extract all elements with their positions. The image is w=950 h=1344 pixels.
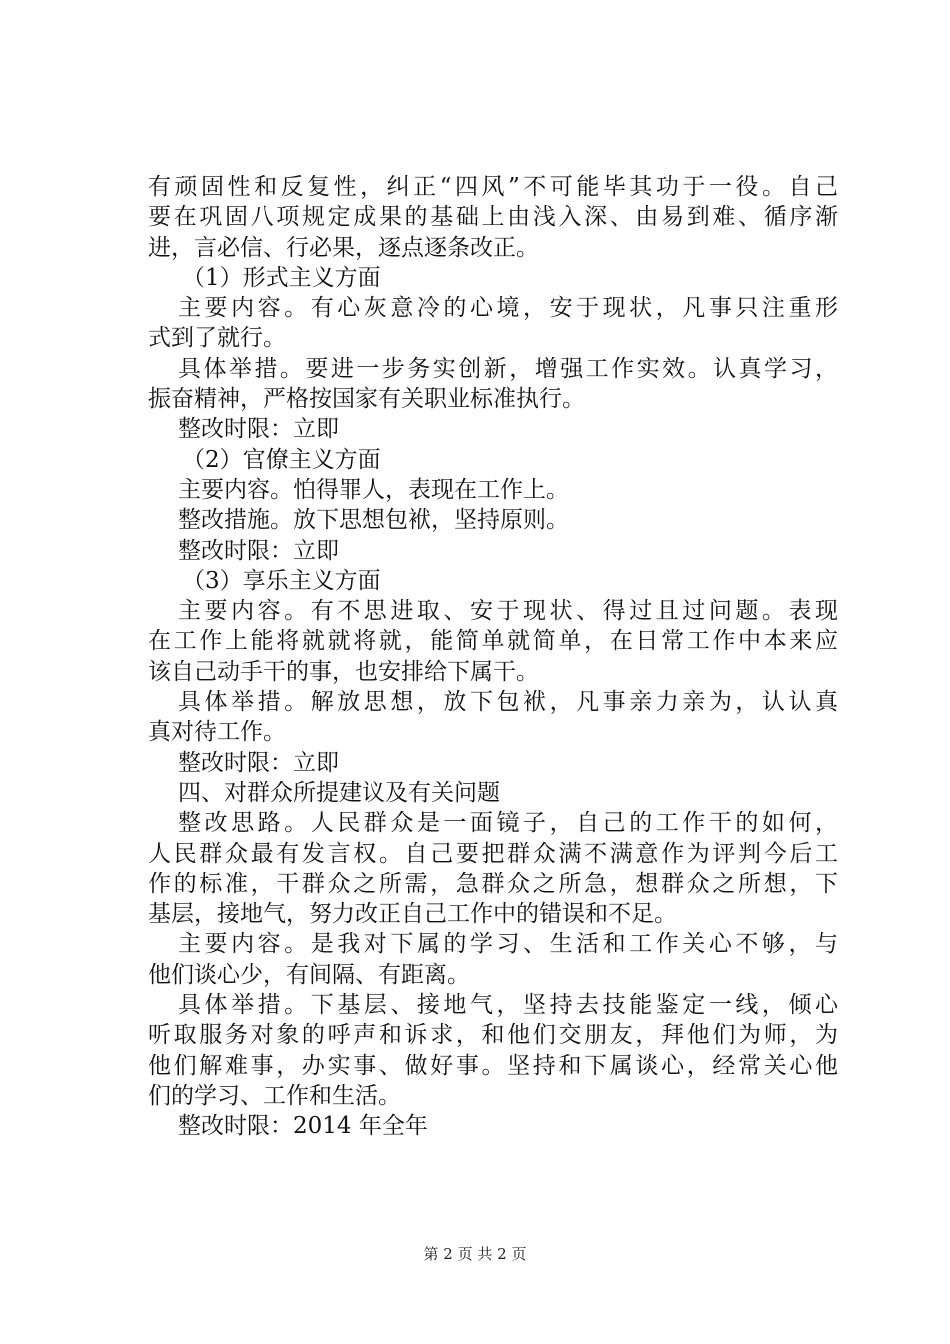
- text-line: 们的学习、工作和生活。: [148, 1082, 401, 1109]
- text-line: 主要内容。是我对下属的学习、生活和工作关心不够，与: [178, 931, 838, 958]
- section-heading: （2）官僚主义方面: [182, 446, 381, 473]
- text-line: 有顽固性和反复性，纠正“四风”不可能毕其功于一役。自己: [148, 174, 838, 200]
- text-line: 整改时限：立即: [178, 749, 339, 776]
- text-line: 式到了就行。: [148, 325, 286, 352]
- text-line: 听取服务对象的呼声和诉求，和他们交朋友，拜他们为师，为: [148, 1022, 838, 1049]
- text-line: 他们谈心少，有间隔、有距离。: [148, 961, 470, 988]
- text-line: 进，言必信、行必果，逐点逐条改正。: [148, 234, 539, 261]
- text-line: 人民群众最有发言权。自己要把群众满不满意作为评判今后工: [148, 840, 838, 867]
- document-body: [148, 172, 838, 1142]
- text-line: 主要内容。有心灰意冷的心境，安于现状，凡事只注重形: [178, 295, 838, 322]
- text-line: 整改时限：立即: [178, 416, 339, 443]
- text-line: 具体举措。解放思想，放下包袱，凡事亲力亲为，认认真: [178, 689, 838, 716]
- text-line: 整改时限：立即: [178, 537, 339, 564]
- page-number-footer: 第 2 页 共 2 页: [423, 1245, 527, 1263]
- text-line: 真对待工作。: [148, 719, 286, 746]
- section-heading: 四、对群众所提建议及有关问题: [178, 779, 500, 806]
- text-line: 振奋精神，严格按国家有关职业标准执行。: [148, 386, 585, 413]
- text-line: 该自己动手干的事，也安排给下属干。: [148, 658, 539, 685]
- text-line: 作的标准，干群众之所需，急群众之所急，想群众之所想，下: [148, 870, 838, 897]
- text-line: 主要内容。怕得罪人，表现在工作上。: [178, 476, 569, 503]
- text-line: 他们解难事，办实事、做好事。坚持和下属谈心，经常关心他: [148, 1052, 838, 1079]
- section-heading: （1）形式主义方面: [182, 264, 381, 291]
- text-line: 具体举措。要进一步务实创新，增强工作实效。认真学习，: [178, 355, 838, 382]
- text-line: 整改思路。人民群众是一面镜子，自己的工作干的如何，: [178, 810, 838, 837]
- section-heading: （3）享乐主义方面: [182, 567, 381, 594]
- text-line: 主要内容。有不思进取、安于现状、得过且过问题。表现: [178, 598, 838, 625]
- text-line: 整改时限：2014 年全年: [178, 1113, 428, 1140]
- text-line: 基层，接地气，努力改正自己工作中的错误和不足。: [148, 901, 677, 928]
- text-line: 具体举措。下基层、接地气，坚持去技能鉴定一线，倾心: [178, 992, 838, 1019]
- text-line: 在工作上能将就就将就，能简单就简单，在日常工作中本来应: [148, 628, 838, 655]
- text-line: 整改措施。放下思想包袱，坚持原则。: [178, 507, 569, 534]
- text-line: 要在巩固八项规定成果的基础上由浅入深、由易到难、循序渐: [148, 204, 838, 231]
